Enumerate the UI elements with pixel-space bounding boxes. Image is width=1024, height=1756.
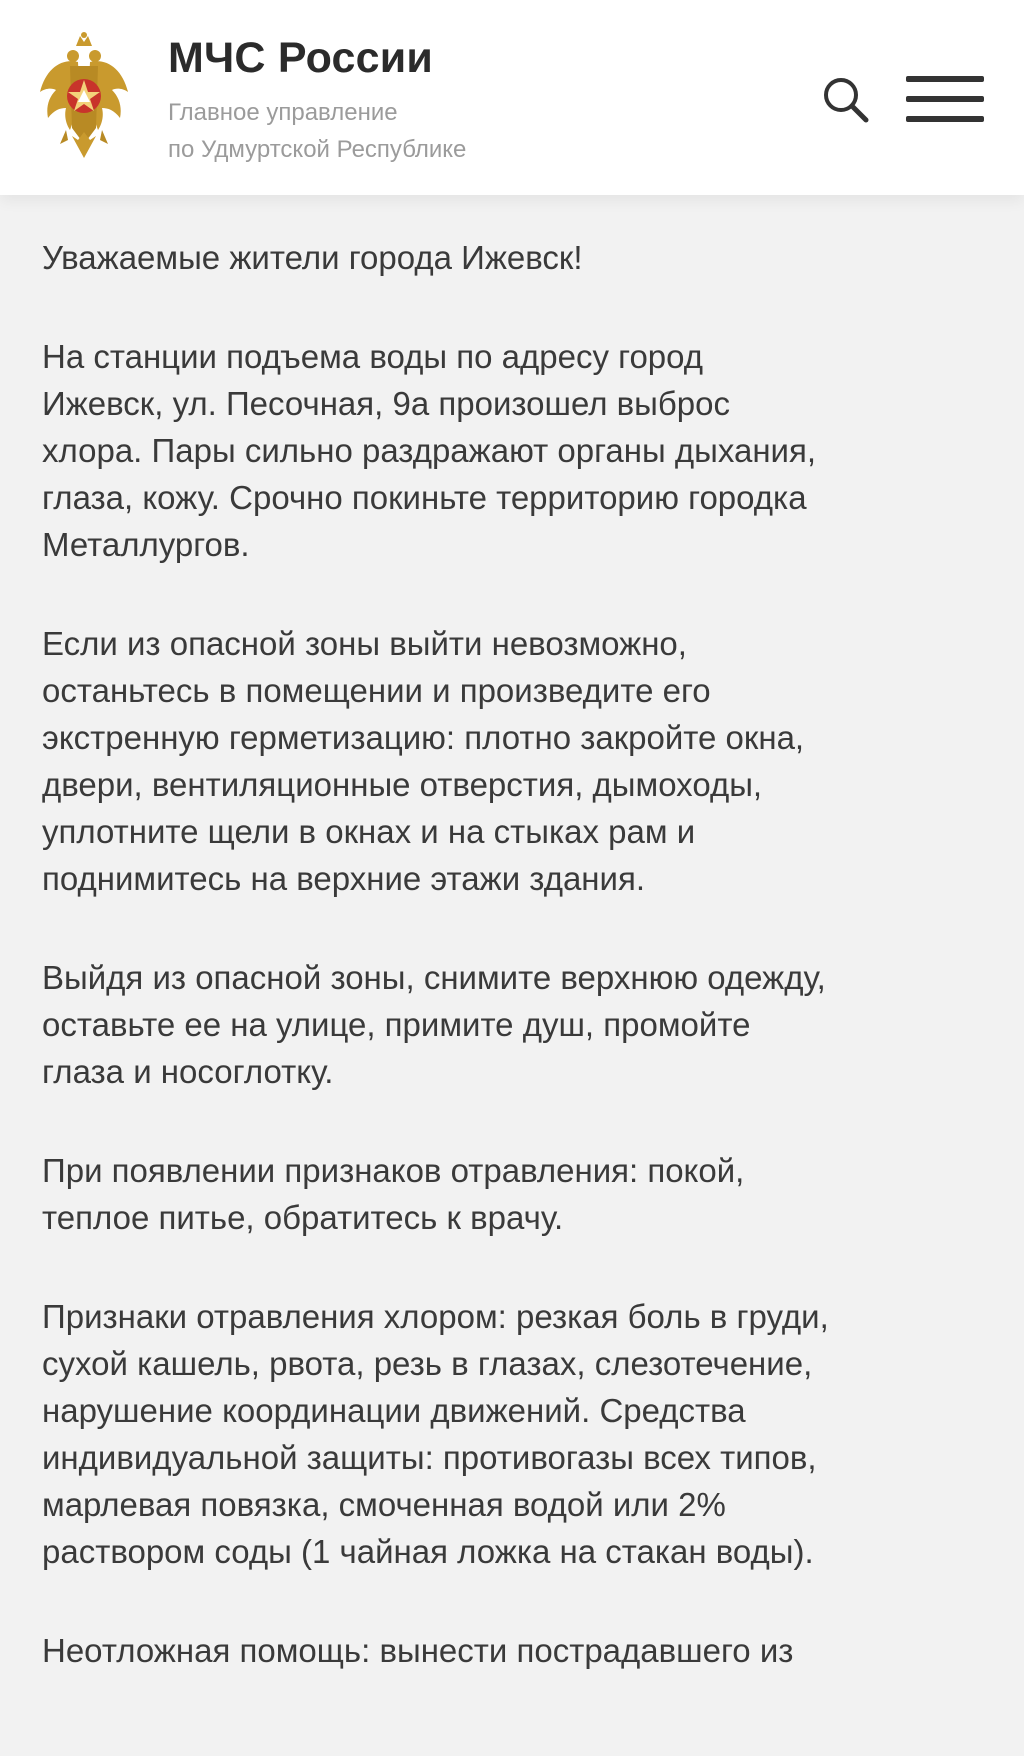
emchs-emblem-icon[interactable] bbox=[36, 32, 132, 162]
article-paragraph-shelter-in-place: Если из опасной зоны выйти невозможно, останьтесь в помещении и произведите его экстренную герметизацию: плотно закройте окна, двери, вентиляционные отверстия, дымоходы, уплотните щели в окнах и на стыках рам и поднимитесь на верхние этажи здания. bbox=[42, 625, 805, 897]
search-icon bbox=[818, 72, 874, 128]
site-header bbox=[0, 0, 1024, 195]
article-paragraph-chlorine-release: На станции подъема воды по адресу город Ижевск, ул. Песочная, 9а произошел выброс хлора. Пары сильно раздражают органы дыхания, глаза, кожу. Срочно покиньте территорию городка Металлургов. bbox=[42, 338, 817, 563]
article-body bbox=[42, 234, 992, 1726]
menu-button[interactable] bbox=[904, 74, 986, 124]
article-paragraph-symptoms-protection: Признаки отравления хлором: резкая боль в груди, сухой кашель, рвота, резь в глазах, слезотечение, нарушение координации движений. Средства индивидуальной защиты: противогазы всех типов, марлевая повязка, смоченная водой или 2% раствором соды (1 чайная ложка на стакан воды). bbox=[42, 1298, 829, 1570]
article-paragraph-first-aid: Неотложная помощь: вынести пострадавшего из bbox=[42, 1632, 794, 1669]
search-button[interactable] bbox=[818, 72, 874, 128]
site-subtitle-line2: по Удмуртской Республике bbox=[168, 136, 467, 163]
article-paragraph-after-exit: Выйдя из опасной зоны, снимите верхнюю одежду, оставьте ее на улице, примите душ, промойте глаза и носоглотку. bbox=[42, 959, 826, 1090]
site-subtitle-line1: Главное управление bbox=[168, 99, 398, 126]
site-title[interactable]: МЧС России bbox=[168, 34, 434, 82]
hamburger-menu-icon bbox=[904, 74, 986, 124]
article-paragraph-poisoning-signs-action: При появлении признаков отравления: покой, теплое питье, обратитесь к врачу. bbox=[42, 1152, 745, 1236]
article-greeting: Уважаемые жители города Ижевск! bbox=[42, 239, 583, 276]
